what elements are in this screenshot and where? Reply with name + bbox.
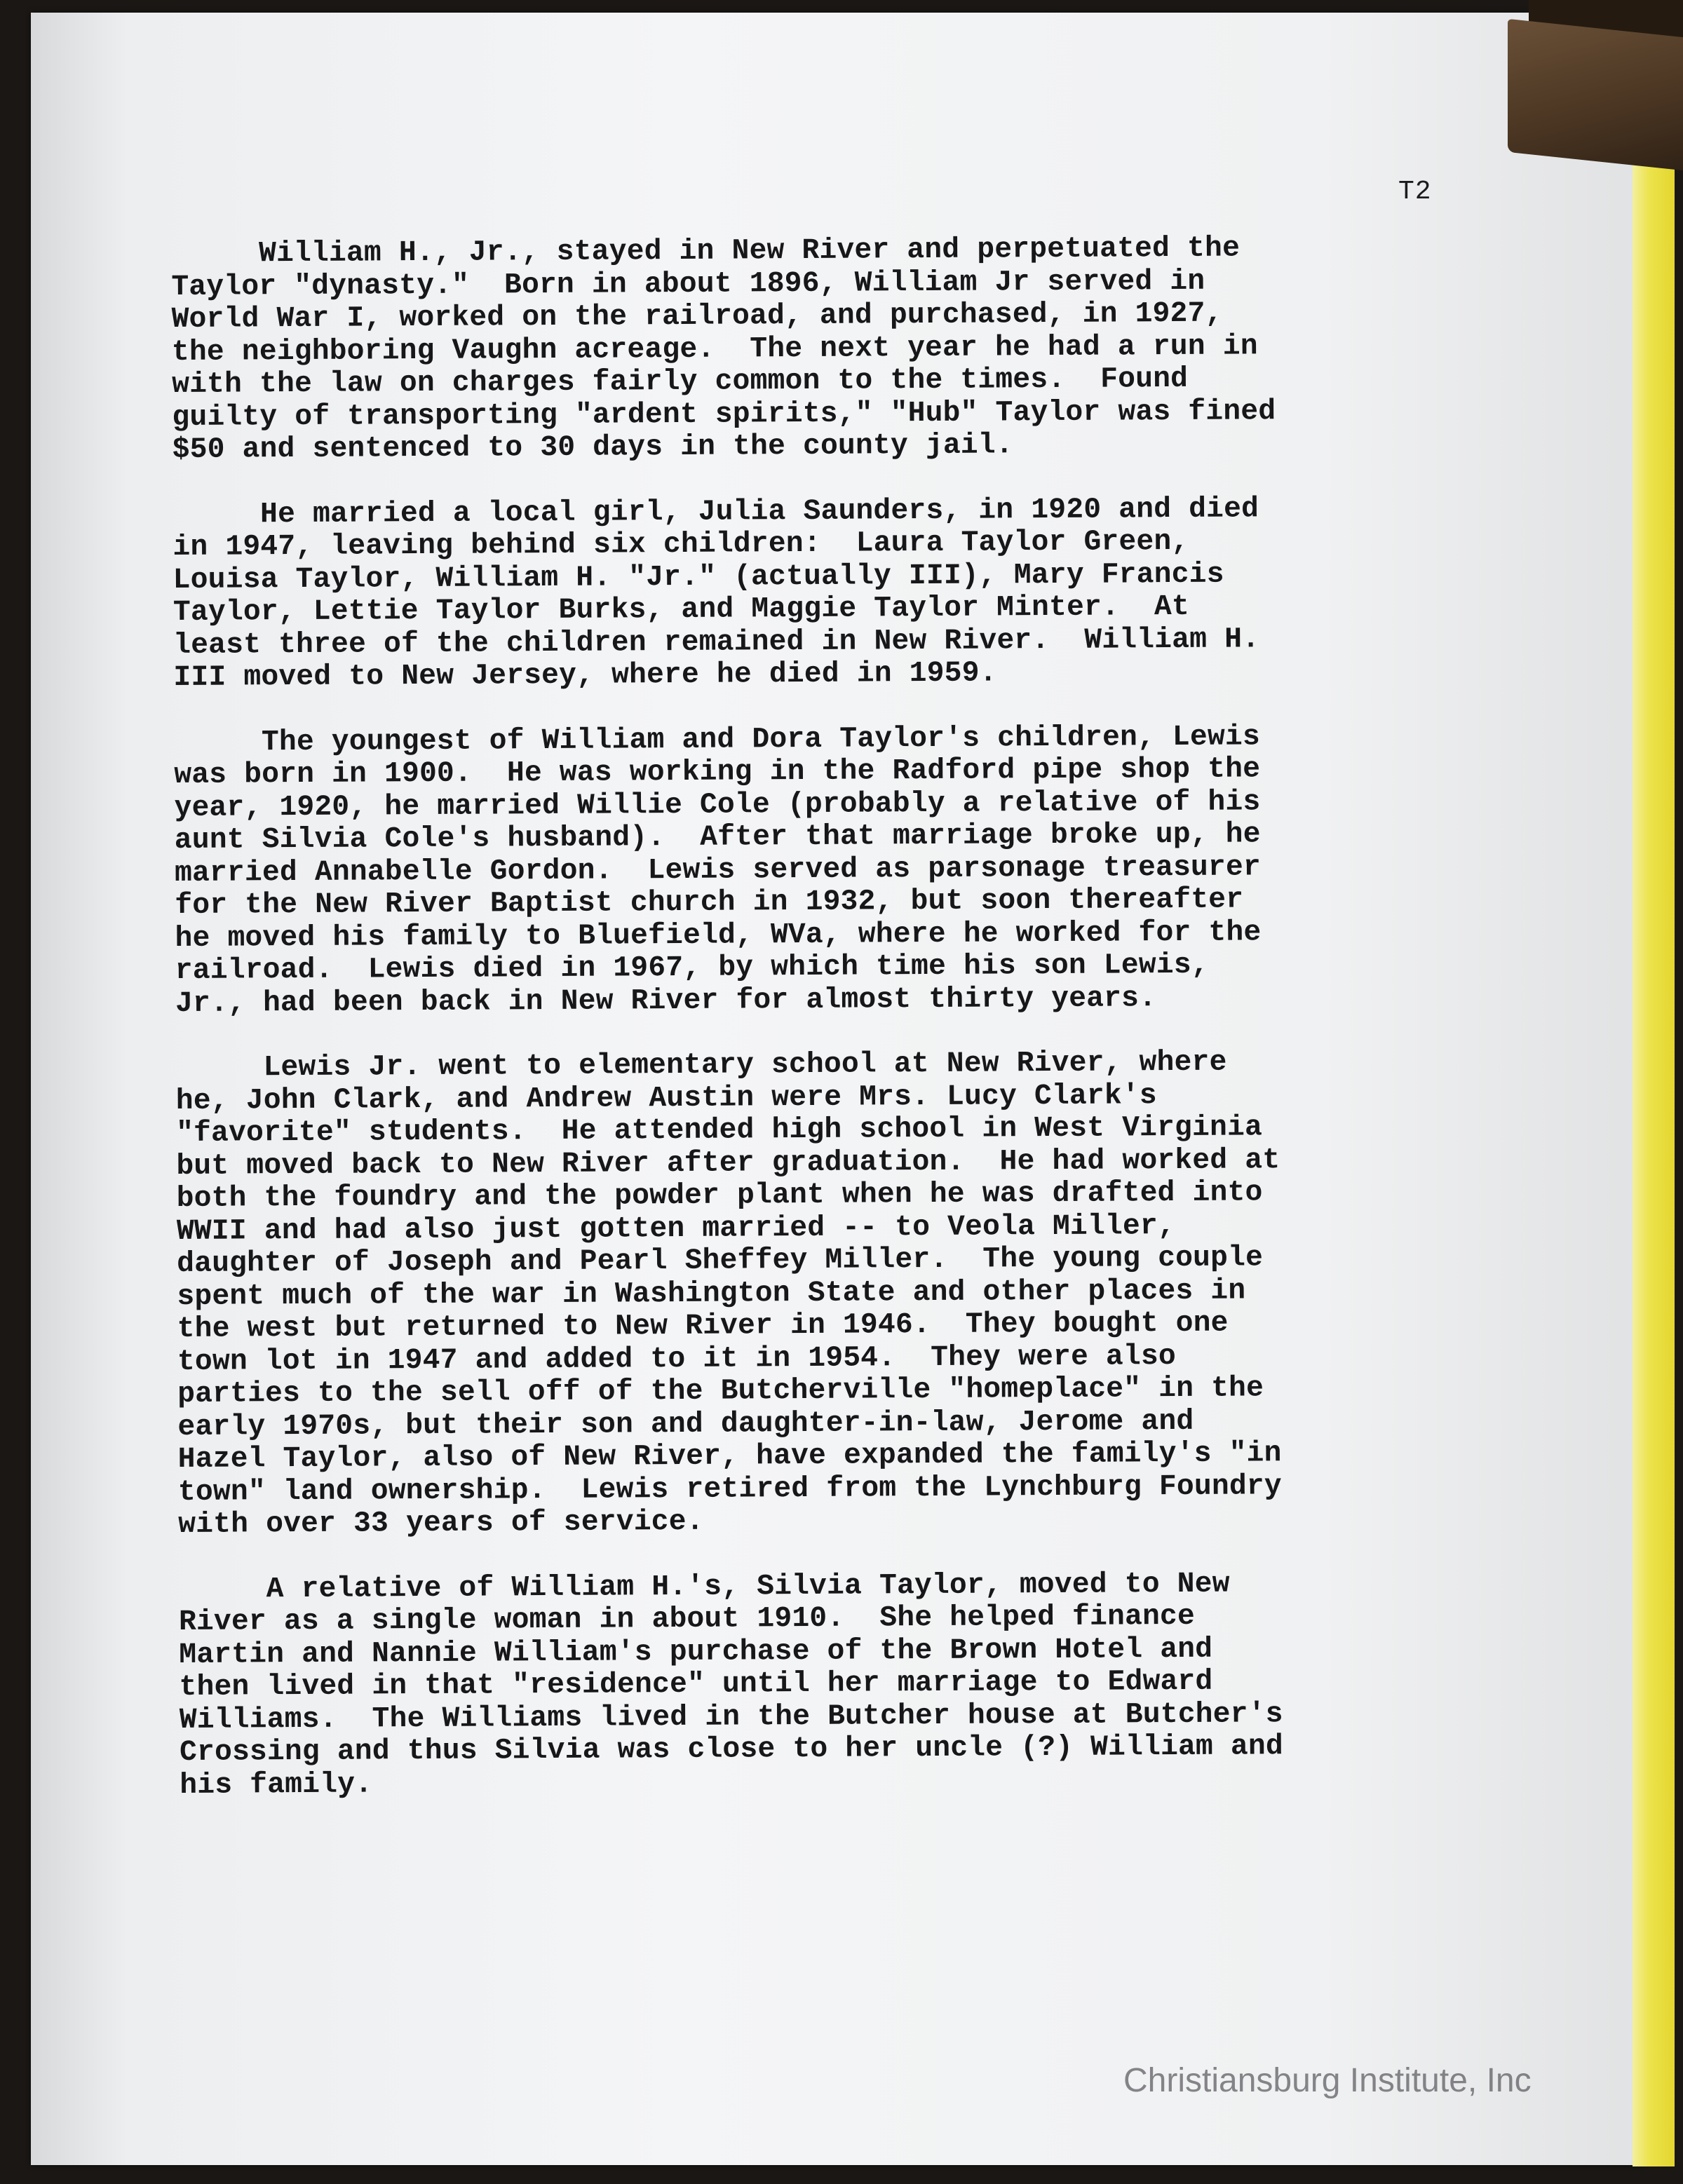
document-page [31, 13, 1644, 2165]
paragraph-lewis-jr: Lewis Jr. went to elementary school at New River, where he, John Clark, and Andrew Austin were Mrs. Lucy Clark's "favorite" students. He attended high school in West Virginia but moved back to New River after graduation. He had worked at both the foundry and the powder plant when he was drafted into WWII and had also just gotten married -- to Veola Miller, daughter of Joseph and Pearl Sheffey Miller. The young couple spent much of the war in Washington State and other places in the west but returned to New River in 1946. They bought one town lot in 1947 and added to it in 1954. They were also parties to the sell off of the Butcherville "homeplace" in the early 1970s, but their son and daughter-in-law, Jerome and Hazel Taylor, also of New River, have expanded the family's "in town" land ownership. Lewis retired from the Lynchburg Foundry with over 33 years of service. [175, 1046, 1282, 1541]
paragraph-william-jr: William H., Jr., stayed in New River and perpetuated the Taylor "dynasty." Born in about 1896, William Jr served in World War I, worked on the railroad, and purchased, in 1927, the neighboring Vaughn acreage. The next year he had a run in with the law on charges fairly common to the times. Found guilty of transporting "ardent spirits," "Hub" Taylor was fined $50 and sentenced to 30 days in the county jail. [171, 232, 1276, 466]
page-number: T2 [1398, 177, 1432, 207]
paragraph-julia-saunders: He married a local girl, Julia Saunders, in 1920 and died in 1947, leaving behind six children: Laura Taylor Green, Louisa Taylor, William H. "Jr." (actually III), Mary Francis Taylor, Lettie Taylor Burks, and Maggie Taylor Minter. At least three of the children remained in New River. William H. III moved to New Jersey, where he died in 1959. [173, 492, 1260, 694]
watermark: Christiansburg Institute, Inc [1123, 2062, 1532, 2099]
body-text [171, 231, 1442, 1834]
paragraph-lewis: The youngest of William and Dora Taylor's children, Lewis was born in 1900. He was working in the Radford pipe shop the year, 1920, he married Willie Cole (probably a relative of his aunt Silvia Cole's husband). After that marriage broke up, he married Annabelle Gordon. Lewis served as parsonage treasurer for the New River Baptist church in 1932, but soon thereafter he moved his family to Bluefield, WVa, where he worked for the railroad. Lewis died in 1967, by which time his son Lewis, Jr., had been back in New River for almost thirty years. [173, 720, 1262, 1020]
paragraph-silvia-taylor: A relative of William H.'s, Silvia Taylor, moved to New River as a single woman in about 1910. She helped finance Martin and Nannie William's purchase of the Brown Hotel and then lived in that "residence" until her marriage to Edward Williams. The Williams lived in the Butcher house at Butcher's Crossing and thus Silvia was close to her uncle (?) William and his family. [178, 1568, 1284, 1802]
binder-clip [1508, 19, 1683, 170]
yellow-page-edge [1633, 133, 1675, 2166]
